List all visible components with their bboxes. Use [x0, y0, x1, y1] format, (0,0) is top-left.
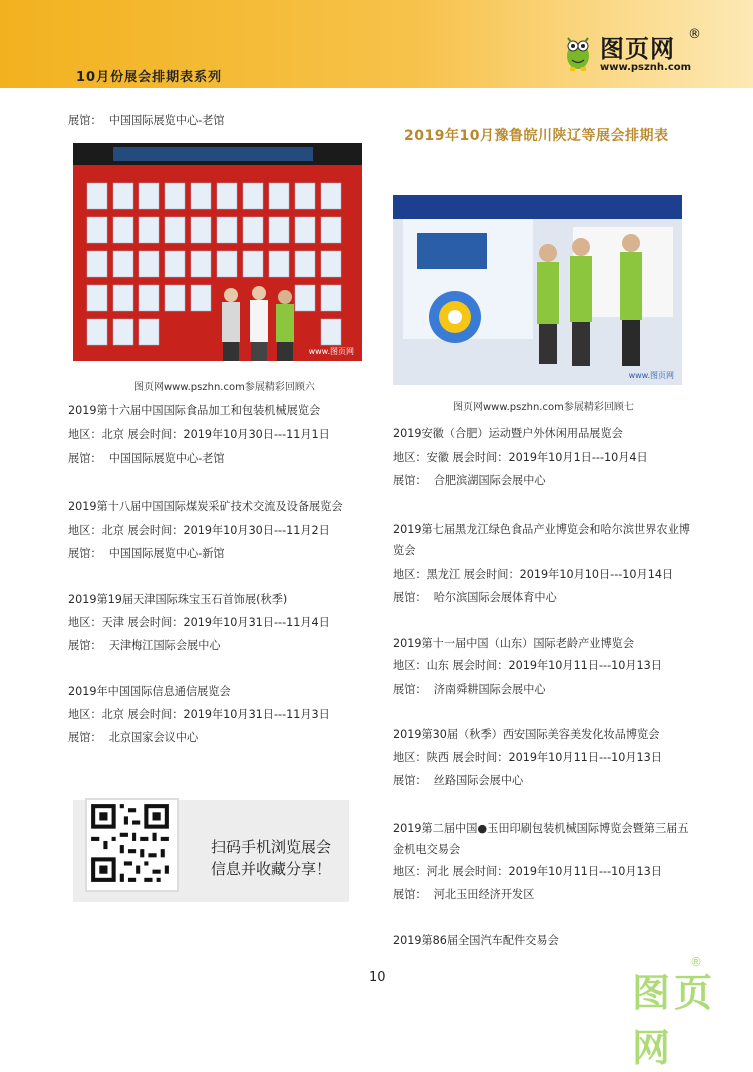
- event-region-time: 地区：北京 展会时间：2019年10月30日---11月2日: [68, 524, 330, 537]
- event-region-time: 地区：陕西 展会时间：2019年10月11日---10月13日: [393, 751, 662, 764]
- exhibition-photo-six: [73, 143, 362, 361]
- watermark-registered-mark: ®: [690, 955, 702, 969]
- event-region-time: 地区：天津 展会时间：2019年10月31日---11月4日: [68, 616, 330, 629]
- event-venue: 展馆： 中国国际展览中心-新馆: [68, 547, 225, 560]
- photo-caption-six: 图页网www.pszhn.com参展精彩回顾六: [134, 382, 315, 393]
- section-title: 2019年10月豫鲁皖川陕辽等展会排期表: [404, 128, 669, 144]
- event-name: 2019第十八届中国国际煤炭采矿技术交流及设备展览会: [68, 500, 343, 513]
- qr-code[interactable]: [85, 798, 179, 892]
- qr-promo-box: [73, 800, 349, 902]
- event-region-time: 地区：山东 展会时间：2019年10月11日---10月13日: [393, 659, 662, 672]
- event-name: 2019安徽（合肥）运动暨户外休闲用品展览会: [393, 427, 623, 440]
- photo-caption-seven: 图页网www.pszhn.com参展精彩回顾七: [453, 402, 634, 413]
- event-region-time: 地区：北京 展会时间：2019年10月31日---11月3日: [68, 708, 330, 721]
- event-venue: 展馆： 河北玉田经济开发区: [393, 888, 535, 901]
- event-name: 2019第86届全国汽车配件交易会: [393, 934, 559, 947]
- booth-photo: [393, 167, 682, 385]
- event-venue: 展馆： 哈尔滨国际会展体育中心: [393, 591, 557, 604]
- qr-message-line1: 扫码手机浏览展会: [211, 838, 332, 856]
- event-venue: 展馆： 天津梅江国际会展中心: [68, 639, 221, 652]
- event-name: 2019年中国国际信息通信展览会: [68, 685, 231, 698]
- event-region-time: 地区：北京 展会时间：2019年10月30日---11月1日: [68, 428, 330, 441]
- venue-value: 中国国际展览中心-老馆: [108, 114, 225, 127]
- registered-mark: ®: [688, 27, 701, 42]
- qr-message-line2: 信息并收藏分享！: [211, 860, 332, 878]
- logo-url: www.psznh.com: [600, 62, 692, 73]
- event-name: 2019第十一届中国（山东）国际老龄产业博览会: [393, 637, 635, 650]
- photo-watermark: www.图页网: [308, 347, 354, 356]
- page-number: 10: [369, 970, 386, 985]
- qr-message: [211, 836, 331, 880]
- event-venue: 展馆： 合肥滨湖国际会展中心: [393, 474, 546, 487]
- event-name: 2019第19届天津国际珠宝玉石首饰展(秋季): [68, 593, 288, 606]
- booth-photo: [73, 143, 362, 361]
- event-name: 2019第二届中国●玉田印刷包装机械国际博览会暨第三届五金机电交易会: [393, 822, 689, 856]
- corner-watermark: 图页网: [632, 971, 717, 1070]
- header-title: 10月份展会排期表系列: [76, 70, 223, 85]
- venue-label: 展馆：: [68, 114, 102, 127]
- site-logo[interactable]: [560, 26, 700, 82]
- event-venue: 展馆： 北京国家会议中心: [68, 731, 199, 744]
- event-venue: 展馆： 中国国际展览中心-老馆: [68, 452, 225, 465]
- photo-watermark: www.图页网: [628, 371, 674, 380]
- mascot-icon: [560, 30, 596, 72]
- event-venue: 展馆： 丝路国际会展中心: [393, 774, 524, 787]
- event-name: 2019第十六届中国国际食品加工和包装机械展览会: [68, 404, 321, 417]
- venue-line: [68, 113, 225, 129]
- event-region-time: 地区：河北 展会时间：2019年10月11日---10月13日: [393, 865, 662, 878]
- event-name: 2019第七届黑龙江绿色食品产业博览会和哈尔滨世界农业博览会: [393, 523, 690, 557]
- qr-code-icon: [87, 800, 173, 886]
- logo-text: 图页网: [600, 35, 675, 63]
- event-region-time: 地区：安徽 展会时间：2019年10月1日---10月4日: [393, 451, 648, 464]
- event-region-time: 地区：黑龙江 展会时间：2019年10月10日---10月14日: [393, 568, 674, 581]
- event-venue: 展馆： 济南舜耕国际会展中心: [393, 683, 546, 696]
- event-name: 2019第30届（秋季）西安国际美容美发化妆品博览会: [393, 728, 660, 741]
- exhibition-photo-seven: [393, 167, 682, 385]
